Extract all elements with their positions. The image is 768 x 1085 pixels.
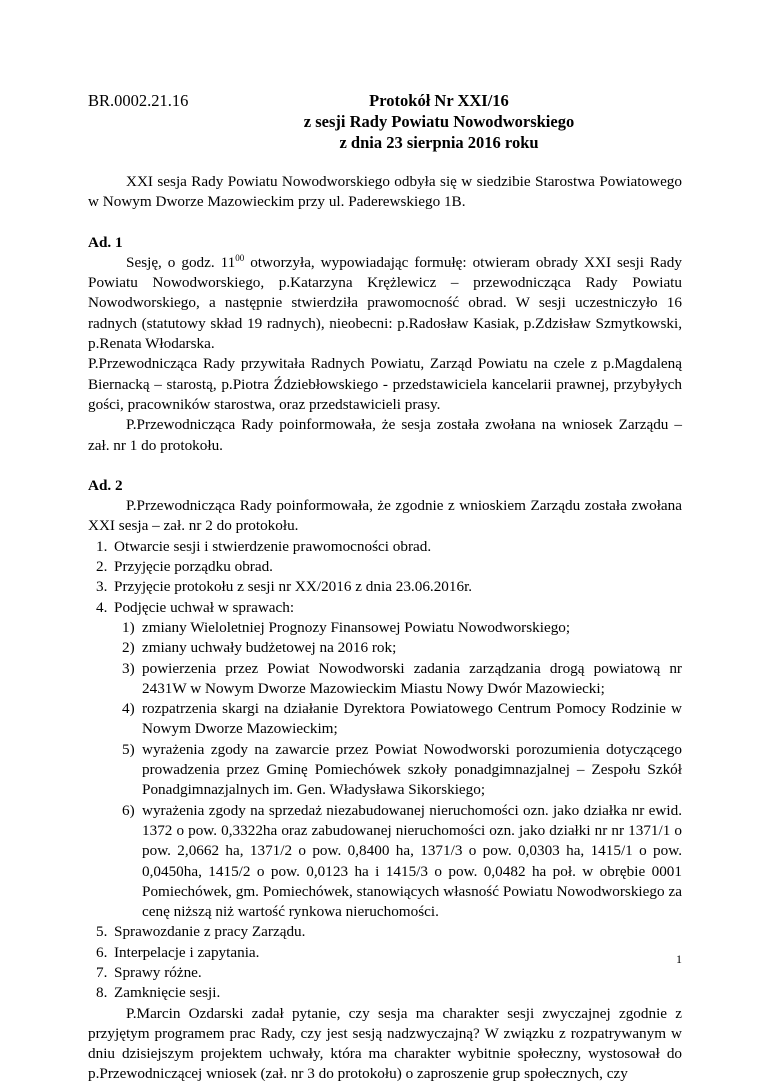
- ad1-paragraph-3: P.Przewodnicząca Rady poinformowała, że sesja została zwołana na wniosek Zarządu – zał. nr 1 do protokołu.: [88, 416, 682, 454]
- document-reference: BR.0002.21.16: [88, 91, 189, 110]
- agenda-item-number: 5.: [96, 923, 108, 941]
- resolution-item-text: zmiany uchwały budżetowej na 2016 rok;: [142, 639, 397, 657]
- agenda-item: [88, 922, 682, 942]
- document-body: [88, 172, 682, 1085]
- agenda-list: [88, 537, 682, 1004]
- agenda-item-text: Interpelacje i zapytania.: [114, 943, 260, 961]
- agenda-item-text: Przyjęcie protokołu z sesji nr XX/2016 z dnia 23.06.2016r.: [114, 578, 473, 596]
- agenda-item-number: 4.: [96, 598, 108, 616]
- document-title: Protokół Nr XXI/16: [369, 91, 509, 110]
- agenda-item-number: 3.: [96, 578, 108, 596]
- resolution-item: [114, 618, 682, 638]
- resolution-item: [114, 638, 682, 658]
- resolution-item-text: powierzenia przez Powiat Nowodworski zadania zarządzania drogą powiatową nr 2431W w Nowym Dworze Mazowieckim Miastu Nowy Dwór Mazowiecki;: [142, 659, 682, 697]
- ad2-heading: Ad. 2: [88, 476, 123, 494]
- resolution-item-number: 3): [122, 659, 135, 677]
- resolution-item: [114, 801, 682, 923]
- agenda-item-text: Przyjęcie porządku obrad.: [114, 558, 273, 576]
- ad2-paragraph-1: P.Przewodnicząca Rady poinformowała, że zgodnie z wnioskiem Zarządu została zwołana XXI sesja – zał. nr 2 do protokołu.: [88, 497, 682, 535]
- agenda-item: [88, 577, 682, 597]
- document-subtitle: z sesji Rady Powiatu Nowodworskiego: [303, 112, 575, 131]
- resolution-list: [114, 618, 682, 922]
- agenda-item-text: Otwarcie sesji i stwierdzenie prawomocności obrad.: [114, 537, 432, 555]
- resolution-item-text: zmiany Wieloletniej Prognozy Finansowej Powiatu Nowodworskiego;: [142, 618, 571, 636]
- agenda-item-number: 6.: [96, 943, 108, 961]
- resolution-item-number: 2): [122, 639, 135, 657]
- agenda-item-text: Sprawy różne.: [114, 963, 202, 981]
- resolution-item-number: 5): [122, 740, 135, 758]
- document-date: z dnia 23 sierpnia 2016 roku: [339, 133, 539, 152]
- agenda-item-text: Sprawozdanie z pracy Zarządu.: [114, 923, 306, 941]
- resolution-item-number: 6): [122, 801, 135, 819]
- ad1-p1-post: otworzyła, wypowiadając formułę: otwieram obrady XXI sesji Rady Powiatu Nowodworskiego, p.Katarzyna Krężlewicz – przewodnicząca Rady Powiatu Nowodworskiego, a następnie stwierdziła prawomocność obrad. W sesji uczestniczyło 16 radnych (statutowy skład 19 radnych), nieobecni: p.Radosław Kasiak, p.Zdzisław Szmytkowski, p.Renata Włodarska.: [88, 253, 682, 353]
- ad2-paragraph-2: P.Marcin Ozdarski zadał pytanie, czy sesja ma charakter sesji zwyczajnej zgodnie z przyjętym programem prac Rady, czy jest sesją nadzwyczajną? W związku z rozpatrywanym w dniu dzisiejszym projektem uchwały, która ma charakter wybitnie społeczny, wystosował do p.Przewodniczącej wniosek (zał. nr 3 do protokołu) o zaproszenie grup społecznych, czy: [88, 1004, 682, 1083]
- intro-paragraph: XXI sesja Rady Powiatu Nowodworskiego odbyła się w siedzibie Starostwa Powiatowego w Nowym Dworze Mazowieckim przy ul. Paderewskiego 1B.: [88, 173, 682, 211]
- ad1-paragraph-1: [88, 253, 682, 354]
- ad1-p1-sup: 00: [235, 252, 245, 263]
- agenda-item: [88, 983, 682, 1003]
- agenda-item: [88, 943, 682, 963]
- ad1-p1-pre: Sesję, o godz. 11: [126, 253, 236, 271]
- resolution-item: [114, 699, 682, 740]
- resolution-item: [114, 740, 682, 801]
- agenda-item-number: 7.: [96, 963, 108, 981]
- agenda-item-text: Podjęcie uchwał w sprawach:: [114, 598, 295, 616]
- resolution-item-text: wyrażenia zgody na zawarcie przez Powiat Nowodworski porozumienia dotyczącego prowadzenia przez Gminę Pomiechówek szkoły ponadgimnazjalnej – Zespołu Szkół Ponadgimnazjalnych im. Gen. Władysława Sikorskiego;: [142, 740, 682, 799]
- agenda-item: [88, 963, 682, 983]
- agenda-item: [88, 557, 682, 577]
- agenda-item-number: 8.: [96, 984, 108, 1002]
- agenda-item-number: 2.: [96, 558, 108, 576]
- agenda-item-text: Zamknięcie sesji.: [114, 984, 221, 1002]
- resolution-item-text: rozpatrzenia skargi na działanie Dyrektora Powiatowego Centrum Pomocy Rodzinie w Nowym Dworze Mazowieckim;: [142, 700, 682, 738]
- ad1-heading: Ad. 1: [88, 233, 123, 251]
- resolution-item: [114, 659, 682, 700]
- ad1-paragraph-2: P.Przewodnicząca Rady przywitała Radnych Powiatu, Zarząd Powiatu na czele z p.Magdaleną Biernacką – starostą, p.Piotra Ździebłowskiego - przedstawiciela kancelarii prawnej, przybyłych gości, pracowników starostwa, oraz przedstawicieli prasy.: [88, 355, 682, 413]
- resolution-item-number: 1): [122, 618, 135, 636]
- agenda-item-number: 1.: [96, 537, 108, 555]
- agenda-item: [88, 537, 682, 557]
- resolution-item-number: 4): [122, 700, 135, 718]
- resolution-item-text: wyrażenia zgody na sprzedaż niezabudowanej nieruchomości ozn. jako działka nr ewid. 1372 o pow. 0,3322ha oraz zabudowanej nieruchomości ozn. jako działki nr nr 1371/1 o pow. 2,0662 ha, 1371/2 o pow. 0,8400 ha, 1371/3 o pow. 0,0303 ha, 1415/1 o pow. 0,0450ha, 1415/2 o pow. 0,0123 ha i 1415/3 o pow. 0,0482 ha poł. w obrębie 0001 Pomiechówek, gm. Pomiechówek, stanowiących własność Powiatu Nowodworskiego za cenę niższą niż wartość rynkowa nieruchomości.: [142, 801, 682, 921]
- agenda-item: [88, 598, 682, 923]
- page-number: 1: [676, 952, 682, 966]
